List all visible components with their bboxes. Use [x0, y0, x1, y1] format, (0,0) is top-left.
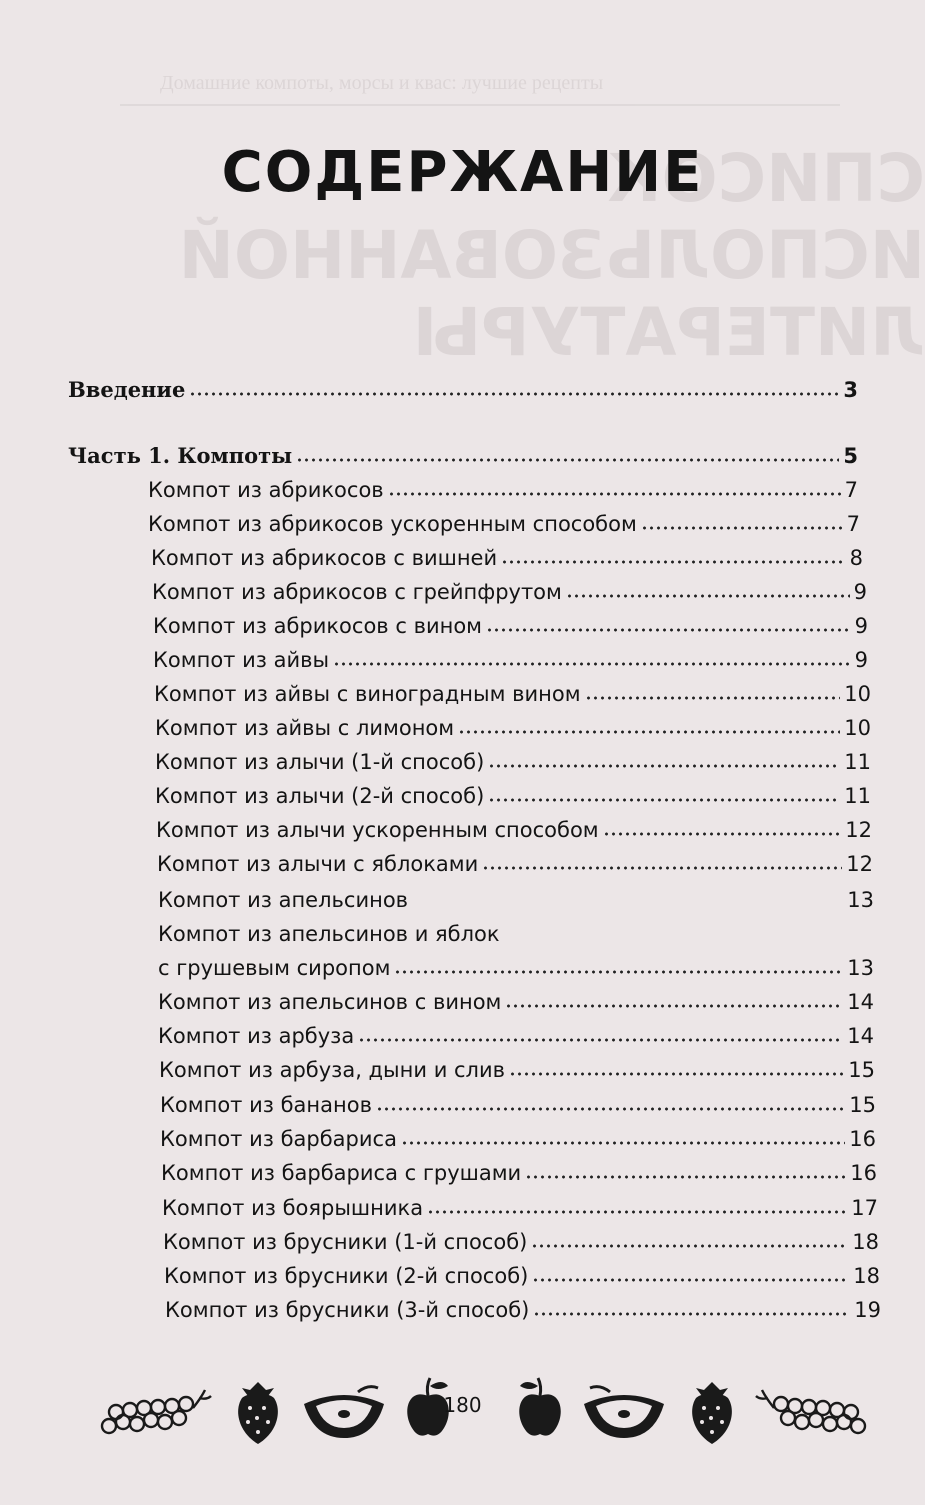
toc-entry — [158, 990, 874, 1014]
toc-entry-label: Компот из айвы — [153, 648, 330, 672]
ghost-title: СПИСОК ИСПОЛЬЗОВАННОЙ ЛИТЕРАТУРЫ — [178, 140, 925, 371]
toc-entry — [162, 1196, 878, 1220]
toc-entry-page: 16 — [849, 1127, 876, 1151]
toc-entry-label: Компот из барбариса с грушами — [161, 1161, 522, 1185]
toc-entry-label: Компот из арбуза — [158, 1024, 355, 1048]
toc-entry — [159, 1058, 875, 1082]
toc-entry-page: 11 — [844, 750, 871, 774]
toc-entry-page: 15 — [849, 1093, 876, 1117]
toc-entry-label: Компот из алычи (1-й способ) — [155, 750, 485, 774]
toc-entry-label: Часть 1. Компоты — [68, 443, 293, 468]
toc-leader — [376, 1106, 845, 1112]
toc-entry-label: Компот из айвы с виноградным вином — [154, 682, 581, 706]
toc-entry-label: Компот из алычи ускоренным способом — [156, 818, 599, 842]
toc-entry-page: 16 — [850, 1161, 877, 1185]
toc-entry — [153, 614, 868, 638]
toc-entry-page: 10 — [844, 716, 871, 740]
toc-entry — [155, 716, 871, 740]
toc-entry-page: 17 — [851, 1196, 878, 1220]
toc-leader — [501, 559, 846, 565]
toc-entry-page: 18 — [853, 1264, 880, 1288]
toc-entry — [148, 512, 860, 536]
toc-entry-page: 18 — [852, 1230, 879, 1254]
toc-leader — [533, 1311, 850, 1317]
toc-entry-page: 5 — [843, 444, 858, 468]
toc-entry — [68, 377, 858, 402]
toc-entry-page: 7 — [846, 512, 860, 536]
toc-leader — [333, 661, 851, 667]
toc-leader — [641, 525, 843, 531]
toc-entry-label: Компот из алычи (2-й способ) — [155, 784, 485, 808]
toc-entry-label: Компот из боярышника — [162, 1196, 424, 1220]
toc-entry-label: Компот из барбариса — [160, 1127, 397, 1151]
toc-entry — [158, 1024, 874, 1048]
toc-leader — [394, 969, 843, 975]
toc-entry — [148, 478, 858, 502]
toc-leader — [509, 1071, 844, 1077]
toc-entry-label: Компот из айвы с лимоном — [155, 716, 455, 740]
toc-entry-label: Компот из брусники (1-й способ) — [163, 1230, 528, 1254]
ghost-header: Домашние компоты, морсы и квас: лучшие рецепты — [160, 72, 604, 94]
toc-leader — [532, 1277, 849, 1283]
toc-entry-page: 9 — [854, 648, 868, 672]
toc-leader — [189, 391, 839, 397]
toc-entry-label: Компот из апельсинов с вином — [158, 990, 502, 1014]
toc-entry — [158, 888, 874, 912]
toc-entry-label: Компот из арбуза, дыни и слив — [159, 1058, 506, 1082]
toc-entry-page: 12 — [846, 852, 873, 876]
toc-entry-page: 14 — [847, 990, 874, 1014]
toc-entry-label: Компот из алычи с яблоками — [157, 852, 479, 876]
toc-entry-page: 3 — [843, 378, 858, 402]
toc-entry — [155, 750, 871, 774]
toc-entry — [163, 1230, 879, 1254]
toc-leader — [585, 695, 841, 701]
toc-entry — [158, 956, 874, 980]
toc-leader — [488, 797, 840, 803]
toc-leader — [427, 1209, 847, 1215]
toc-leader — [505, 1003, 843, 1009]
page-title: СОДЕРЖАНИЕ — [221, 140, 704, 205]
toc-entry-page: 13 — [847, 956, 874, 980]
toc-entry — [160, 1127, 876, 1151]
toc-entry-page: 7 — [844, 478, 858, 502]
toc-entry — [152, 580, 867, 604]
toc-leader — [488, 763, 840, 769]
toc-entry — [68, 443, 858, 468]
toc-entry-label: Компот из брусники (3-й способ) — [165, 1298, 530, 1322]
toc-leader — [603, 831, 842, 837]
toc-entry-label: Компот из абрикосов с вишней — [151, 546, 498, 570]
toc-entry-label: Компот из бананов — [160, 1093, 372, 1117]
toc-leader — [358, 1037, 843, 1043]
toc-entry-page: 15 — [848, 1058, 875, 1082]
toc-entry-label: Компот из абрикосов с вином — [153, 614, 483, 638]
toc-entry — [158, 922, 874, 946]
toc-leader — [401, 1140, 845, 1146]
toc-entry-page: 10 — [844, 682, 871, 706]
toc-entry-label: Компот из абрикосов — [148, 478, 384, 502]
toc-entry — [161, 1161, 877, 1185]
toc-entry — [164, 1264, 880, 1288]
toc-entry-page: 8 — [849, 546, 863, 570]
toc-leader — [525, 1174, 846, 1180]
toc-entry — [156, 818, 872, 842]
toc-entry-label: Компот из абрикосов ускоренным способом — [148, 512, 637, 536]
toc-entry — [151, 546, 863, 570]
toc-entry-page: 13 — [847, 888, 874, 912]
ghost-rule — [120, 104, 840, 106]
toc-entry-page: 12 — [845, 818, 872, 842]
toc-entry-label: Компот из абрикосов с грейпфрутом — [152, 580, 562, 604]
toc-leader — [388, 491, 841, 497]
page-number: 180 — [443, 1393, 482, 1417]
toc-entry-label: Компот из апельсинов и яблок — [158, 922, 500, 946]
toc-entry-page: 9 — [854, 614, 868, 638]
toc-leader — [482, 865, 842, 871]
toc-entry — [155, 784, 871, 808]
toc-leader — [531, 1243, 848, 1249]
toc-leader — [486, 627, 851, 633]
toc-entry-label: Компот из брусники (2-й способ) — [164, 1264, 529, 1288]
toc-leader — [296, 457, 839, 463]
toc-entry-label: Введение — [68, 377, 186, 402]
toc-entry-page: 11 — [844, 784, 871, 808]
toc-entry-page: 19 — [854, 1298, 881, 1322]
toc-leader — [566, 593, 850, 599]
toc-leader — [458, 729, 840, 735]
toc-entry-label: с грушевым сиропом — [158, 956, 391, 980]
toc-entry-page: 9 — [853, 580, 867, 604]
toc-entry-page: 14 — [847, 1024, 874, 1048]
toc-entry-label: Компот из апельсинов — [158, 888, 409, 912]
toc-entry — [153, 648, 868, 672]
toc-entry — [154, 682, 871, 706]
toc-entry — [165, 1298, 881, 1322]
toc-entry — [157, 852, 873, 876]
toc-entry — [160, 1093, 876, 1117]
